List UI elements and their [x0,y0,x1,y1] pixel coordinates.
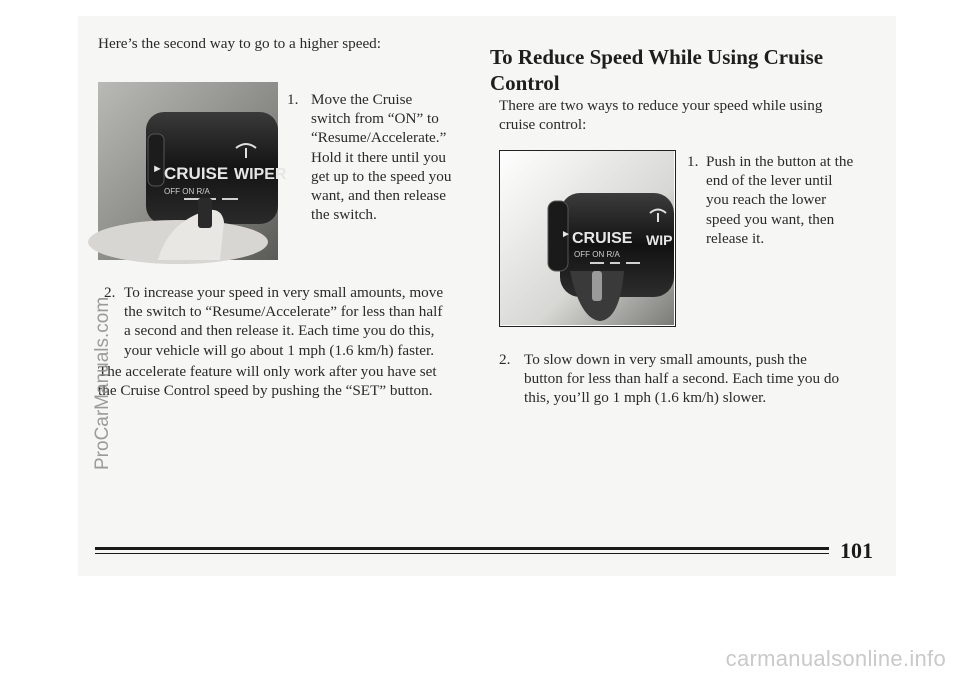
cruise-lever-illustration [500,151,674,325]
cruise-switch-photo-accelerate [98,82,287,260]
svg-text:►: ► [561,229,571,240]
wiper-label: WIPER [234,166,287,183]
left-step-1 [287,90,472,224]
left-intro-text: Here’s the second way to go to a higher speed: [98,35,381,52]
step-number: 1. [287,91,299,108]
right-step-1 [687,152,872,248]
right-intro-text: There are two ways to reduce your speed while using cruise control: [499,97,823,134]
cruise-label: CRUISE [164,164,229,183]
left-step-2 [104,283,474,360]
step-text: Move the Cruise switch from “ON” to “Resume/Accelerate.” Hold it there until you get up to the speed you want, and then release the switch. [311,91,452,224]
footer-rule-thick [95,547,829,550]
step-number: 2. [499,351,511,368]
footer-rule-thin [95,553,829,554]
footer-brand-link[interactable]: carmanualsonline.info [725,646,946,671]
page-number: 101 [840,538,873,563]
svg-text:►: ► [152,163,163,175]
step-number: 2. [104,284,116,301]
switch-positions-label: OFF ON R/A [574,250,620,259]
cruise-lever-illustration [98,82,287,260]
step-text: To slow down in very small amounts, push the button for less than half a second. Each time you do this, you’ll go 1 mph (1.6 km/h) slower. [524,351,840,407]
right-step-2 [499,350,879,408]
step-number: 1. [687,153,699,170]
left-note: The accelerate feature will only work after you have set the Cruise Control speed by pushing the “SET” button. [98,363,437,400]
switch-positions-label: OFF ON R/A [164,187,210,196]
cruise-switch-photo-reduce [499,150,676,327]
wiper-label: WIP [646,232,673,248]
watermark-side: ProCarManuals.com [92,296,113,470]
cruise-label: CRUISE [572,230,633,247]
section-heading: To Reduce Speed While Using Cruise Control [490,45,824,95]
step-text: To increase your speed in very small amounts, move the switch to “Resume/Accelerate” for less than half a second and then release it. Each time you do this, your vehicle will go about 1 mph (1.6 km/h) faster. [124,284,444,359]
step-text: Push in the button at the end of the lever until you reach the lower speed you want, then release it. [706,153,854,247]
